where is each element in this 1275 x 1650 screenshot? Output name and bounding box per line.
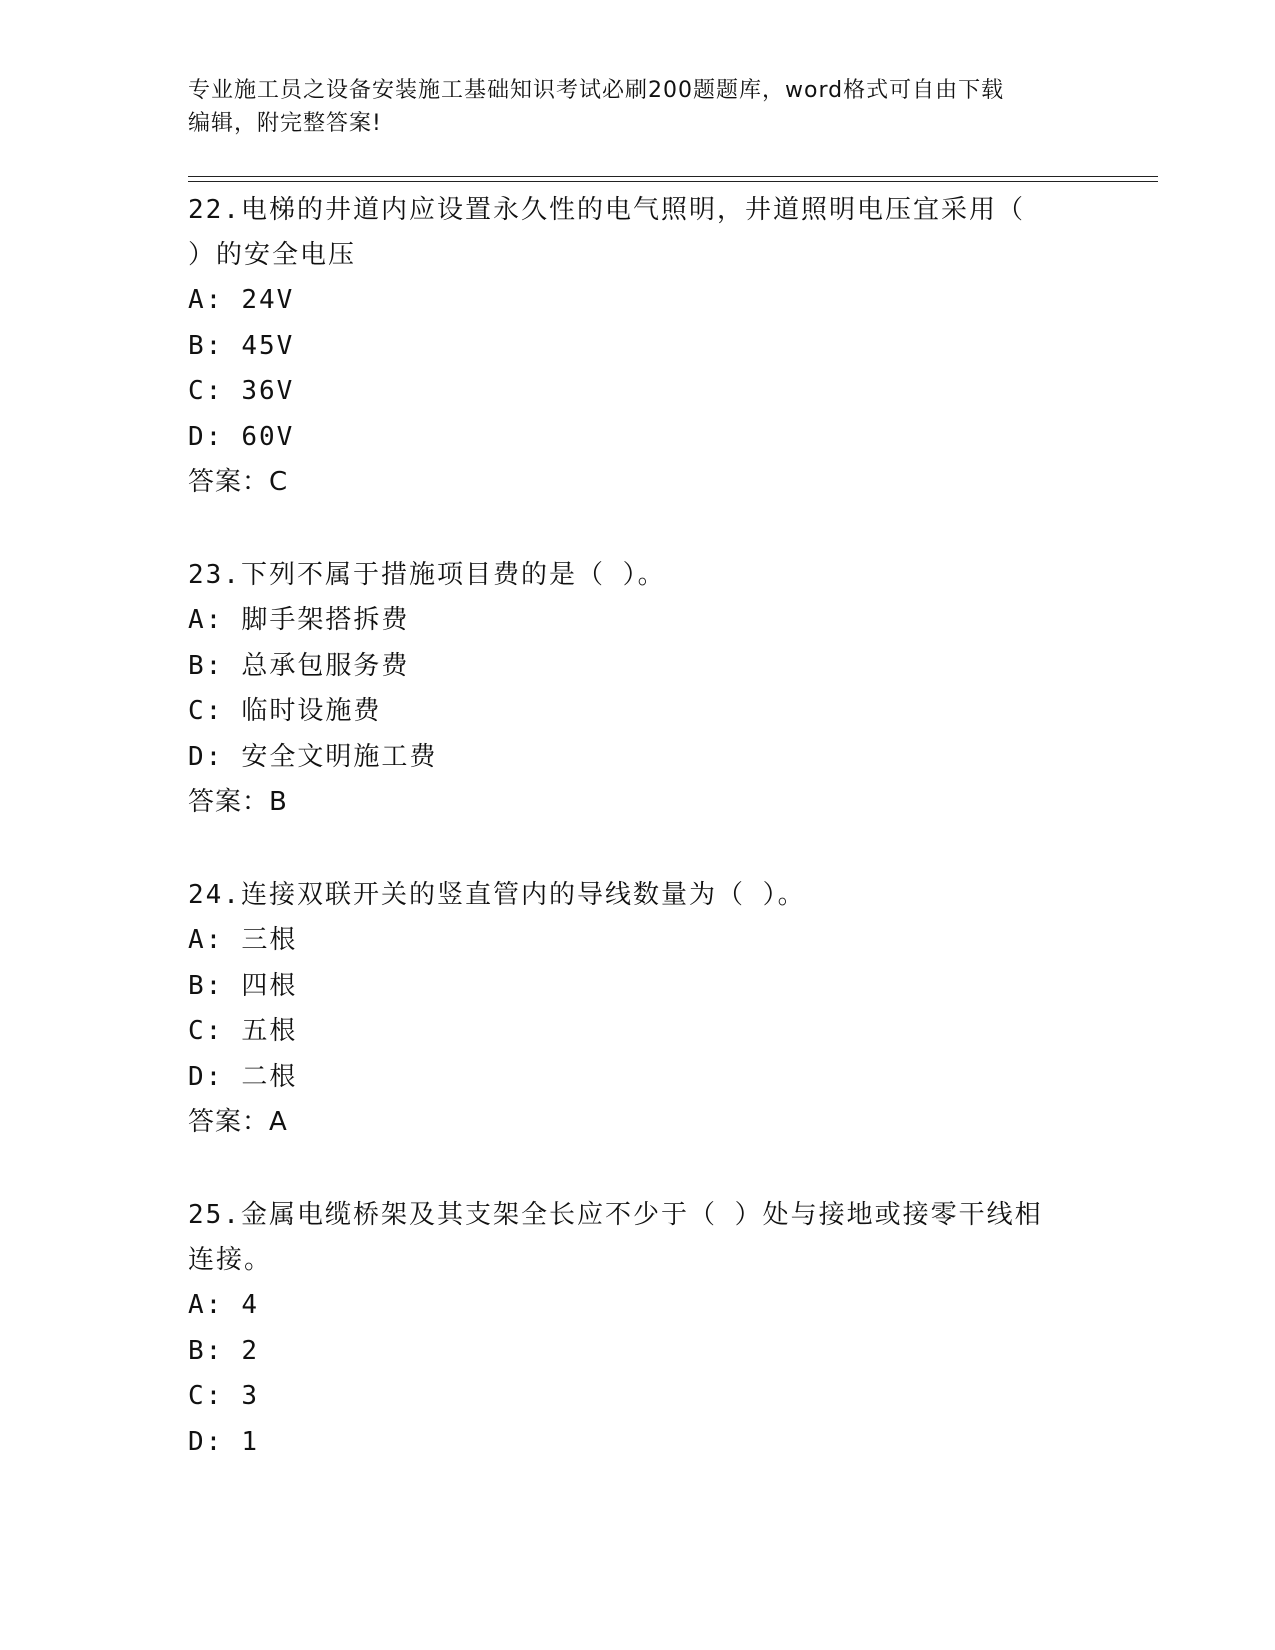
option-letter: C: [188,696,224,726]
question-stem-line: 22.电梯的井道内应设置永久性的电气照明，井道照明电压宜采用（ [188,195,1025,225]
document-header [188,74,1068,140]
question-stem [188,873,1088,918]
option-letter: B: [188,330,224,361]
option-a [188,918,1088,964]
option-text: 4 [241,1290,259,1320]
header-title-line-1: 专业施工员之设备安装施工基础知识考试必刷200题题库，word格式可自由下载 [188,78,1005,103]
option-letter: A: [188,1290,224,1320]
question-stem-line: 23.下列不属于措施项目费的是（ ）。 [188,560,666,590]
option-a [188,1283,1088,1329]
option-d [188,1420,1088,1466]
question-23 [188,553,1088,825]
option-letter: D: [188,421,224,452]
answer-line: 答案：A [188,1107,288,1137]
option-letter: D: [188,1426,224,1457]
option-text: 45V [241,330,295,361]
option-text: 总承包服务费 [241,650,410,681]
option-letter: B: [188,970,224,1001]
option-letter: D: [188,1061,224,1092]
option-text: 24V [241,285,295,315]
option-text: 36V [241,376,295,406]
question-stem [188,1193,1088,1283]
question-25 [188,1193,1088,1465]
option-text: 四根 [241,970,298,1001]
option-letter: C: [188,1016,224,1046]
option-a [188,598,1088,644]
option-text: 五根 [241,1016,298,1046]
option-b [188,964,1088,1010]
option-c [188,689,1088,735]
header-title-line-2: 编辑，附完整答案! [188,111,382,136]
answer-line: 答案：B [188,787,288,817]
option-c [188,1374,1088,1420]
question-22 [188,188,1088,505]
option-a [188,278,1088,324]
option-letter: A: [188,605,224,635]
option-text: 1 [241,1426,259,1457]
option-b [188,1329,1088,1375]
option-text: 安全文明施工费 [241,741,438,772]
question-stem-line: 连接。 [188,1245,273,1275]
option-d [188,735,1088,781]
option-text: 脚手架搭拆费 [241,605,410,635]
option-b [188,644,1088,690]
option-d [188,1055,1088,1101]
question-stem-line: ）的安全电压 [188,240,357,270]
question-stem [188,188,1088,278]
option-letter: D: [188,741,224,772]
question-stem-line: 24.连接双联开关的竖直管内的导线数量为（ ）。 [188,880,806,910]
option-letter: A: [188,285,224,315]
question-stem-line: 25.金属电缆桥架及其支架全长应不少于（ ）处与接地或接零干线相 [188,1200,1043,1230]
option-text: 60V [241,421,295,452]
answer-line: 答案：C [188,467,289,497]
question-24 [188,873,1088,1145]
question-stem [188,553,1088,598]
option-c [188,1009,1088,1055]
option-b [188,324,1088,370]
option-c [188,369,1088,415]
option-text: 临时设施费 [241,696,382,726]
question-list [188,188,1088,1513]
option-text: 三根 [241,925,298,955]
option-d [188,415,1088,461]
option-letter: A: [188,925,224,955]
header-divider-bottom [188,181,1158,182]
option-text: 2 [241,1335,259,1366]
option-text: 3 [241,1381,259,1411]
option-letter: C: [188,376,224,406]
option-letter: C: [188,1381,224,1411]
option-text: 二根 [241,1061,298,1092]
option-letter: B: [188,650,224,681]
header-divider-top [188,176,1158,177]
option-letter: B: [188,1335,224,1366]
